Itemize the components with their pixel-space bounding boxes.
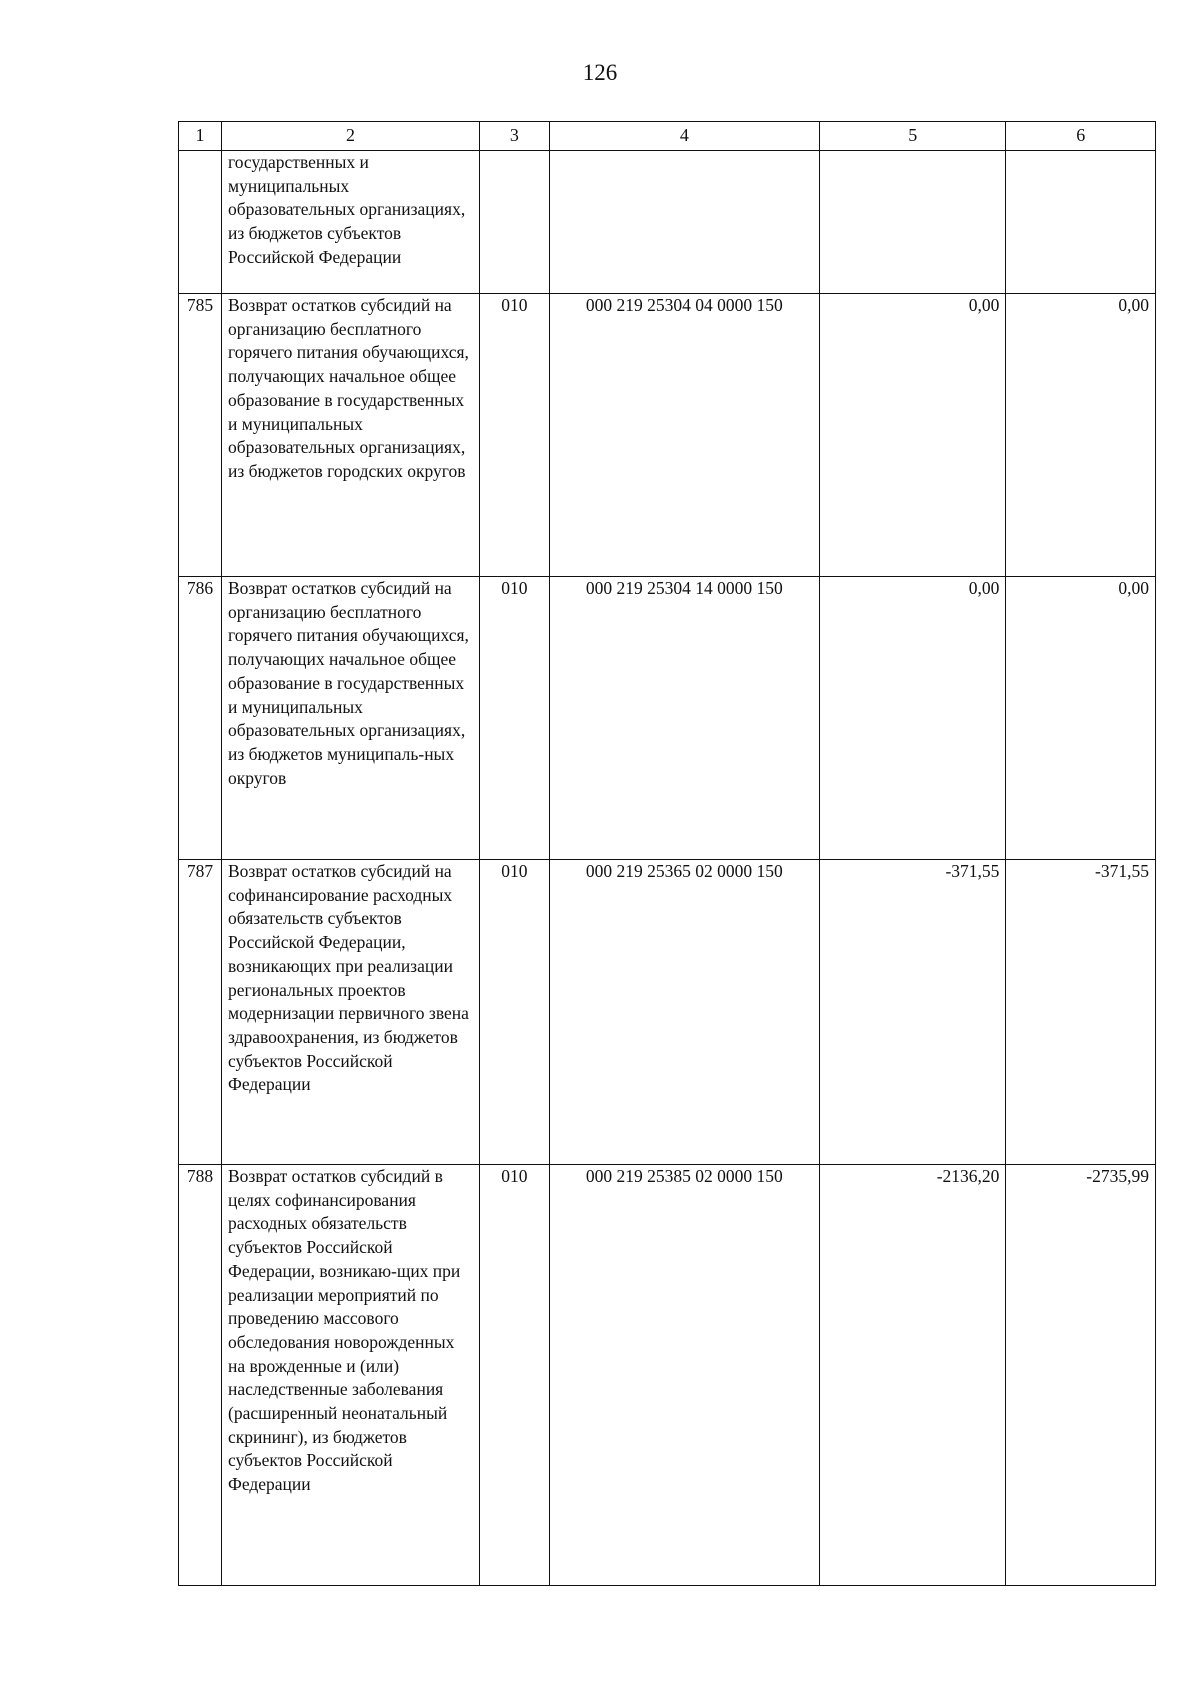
row-admin-code: 010 bbox=[480, 1165, 550, 1586]
row-amount-col6: 0,00 bbox=[1006, 294, 1156, 577]
row-number bbox=[179, 151, 222, 294]
table-row-continuation bbox=[179, 151, 1156, 294]
row-admin-code: 010 bbox=[480, 860, 550, 1165]
header-col-5: 5 bbox=[820, 122, 1006, 151]
row-description: Возврат остатков субсидий на организацию бесплатного горячего питания обучающихся, получающих начальное общее образование в государственных и муниципальных образовательных организациях, из бюджетов муниципаль-ных округов bbox=[222, 577, 480, 860]
table-row bbox=[179, 577, 1156, 860]
row-number: 787 bbox=[179, 860, 222, 1165]
row-amount-col6: 0,00 bbox=[1006, 577, 1156, 860]
table-row bbox=[179, 1165, 1156, 1586]
row-admin-code: 010 bbox=[480, 577, 550, 860]
row-amount-col6 bbox=[1006, 151, 1156, 294]
table-header-row bbox=[179, 122, 1156, 151]
table-row bbox=[179, 860, 1156, 1165]
table-row bbox=[179, 294, 1156, 577]
row-amount-col5: -2136,20 bbox=[820, 1165, 1006, 1586]
row-budget-code: 000 219 25365 02 0000 150 bbox=[549, 860, 819, 1165]
row-amount-col6: -371,55 bbox=[1006, 860, 1156, 1165]
row-description: государственных и муниципальных образовательных организациях, из бюджетов субъектов Российской Федерации bbox=[222, 151, 480, 294]
row-description: Возврат остатков субсидий на организацию бесплатного горячего питания обучающихся, получающих начальное общее образование в государственных и муниципальных образовательных организациях, из бюджетов городских округов bbox=[222, 294, 480, 577]
row-amount-col5: 0,00 bbox=[820, 577, 1006, 860]
row-amount-col6: -2735,99 bbox=[1006, 1165, 1156, 1586]
header-col-3: 3 bbox=[480, 122, 550, 151]
header-col-1: 1 bbox=[179, 122, 222, 151]
row-admin-code bbox=[480, 151, 550, 294]
row-budget-code bbox=[549, 151, 819, 294]
row-description: Возврат остатков субсидий на софинансирование расходных обязательств субъектов Российской Федерации, возникающих при реализации региональных проектов модернизации первичного звена здравоохранения, из бюджетов субъектов Российской Федерации bbox=[222, 860, 480, 1165]
budget-table bbox=[178, 121, 1156, 1586]
row-admin-code: 010 bbox=[480, 294, 550, 577]
page-number: 126 bbox=[582, 60, 618, 85]
row-amount-col5: 0,00 bbox=[820, 294, 1006, 577]
row-number: 786 bbox=[179, 577, 222, 860]
header-col-4: 4 bbox=[549, 122, 819, 151]
row-budget-code: 000 219 25304 14 0000 150 bbox=[549, 577, 819, 860]
row-amount-col5: -371,55 bbox=[820, 860, 1006, 1165]
header-col-2: 2 bbox=[222, 122, 480, 151]
row-amount-col5 bbox=[820, 151, 1006, 294]
row-number: 785 bbox=[179, 294, 222, 577]
header-col-6: 6 bbox=[1006, 122, 1156, 151]
row-description: Возврат остатков субсидий в целях софинансирования расходных обязательств субъектов Российской Федерации, возникаю-щих при реализации мероприятий по проведению массового обследования новорожденных на врожденные и (или) наследственные заболевания (расширенный неонатальный скрининг), из бюджетов субъектов Российской Федерации bbox=[222, 1165, 480, 1586]
row-number: 788 bbox=[179, 1165, 222, 1586]
row-budget-code: 000 219 25304 04 0000 150 bbox=[549, 294, 819, 577]
row-budget-code: 000 219 25385 02 0000 150 bbox=[549, 1165, 819, 1586]
